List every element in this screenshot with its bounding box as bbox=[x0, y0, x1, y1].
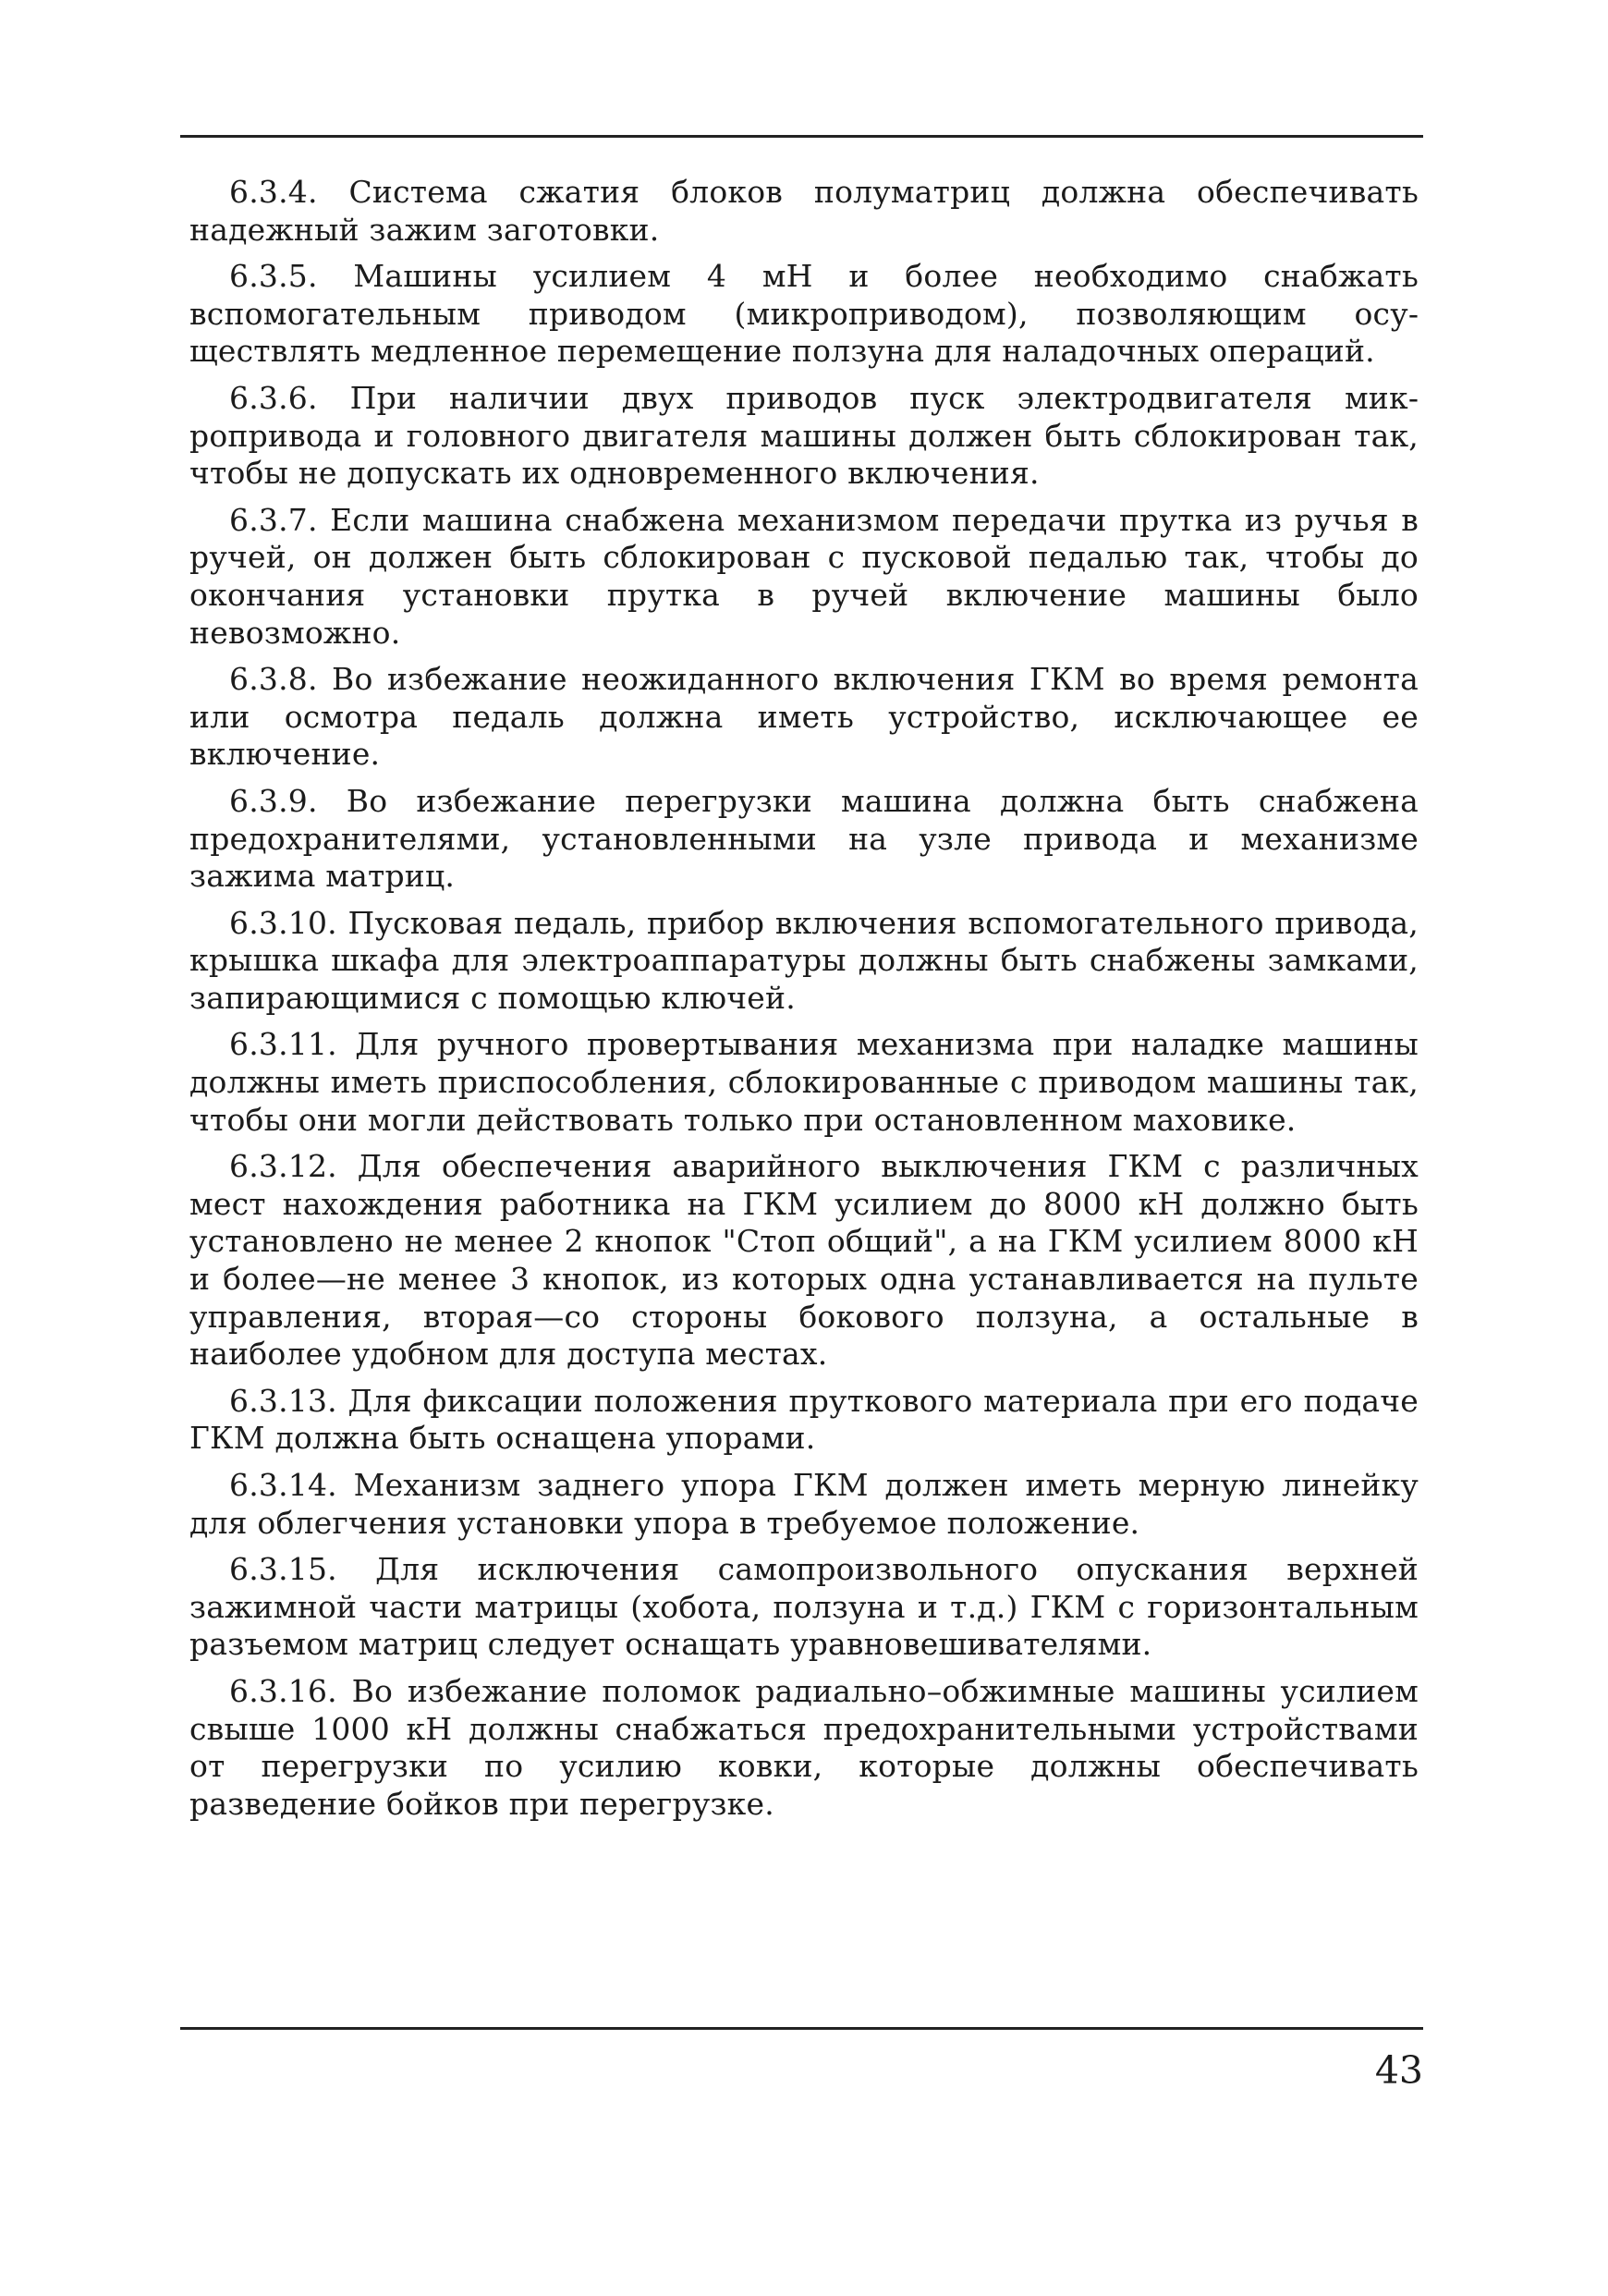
footer-rule bbox=[180, 2027, 1423, 2030]
paragraph-6-3-14: 6.3.14. Механизм заднего упора ГКМ должен иметь мерную линейку для облегчения установки упора в требуемое положение. bbox=[189, 1467, 1419, 1541]
paragraph-6-3-12: 6.3.12. Для обеспечения аварийного выключения ГКМ с различных мест нахождения работника на ГКМ усилием до 8000 кН должно быть установлено не менее 2 кнопок "Стоп общий", а на ГКМ усилием 8000 кН и более—не менее 3 кнопок, из которых одна устанавливается на пульте управления, вторая—со стороны бокового ползуна, а остальные в наиболее удобном для доступа местах. bbox=[189, 1148, 1419, 1373]
paragraph-6-3-4: 6.3.4. Система сжатия блоков полуматриц должна обеспечивать надежный зажим заготовки. bbox=[189, 174, 1419, 248]
paragraph-6-3-7: 6.3.7. Если машина снабжена механизмом передачи прутка из ручья в ручей, он должен быть сблокирован с пусковой педалью так, чтобы до окончания установки прутка в ручей включение машины было невозможно. bbox=[189, 501, 1419, 651]
paragraph-6-3-8: 6.3.8. Во избежание неожиданного включения ГКМ во время ремонта или осмотра педаль должна иметь устройство, исключающее ее включение. bbox=[189, 661, 1419, 773]
paragraph-6-3-10: 6.3.10. Пусковая педаль, прибор включения вспомогательного привода, крышка шкафа для электроаппаратуры должны быть снабжены замками, запирающимися с помощью ключей. bbox=[189, 904, 1419, 1016]
paragraph-6-3-16: 6.3.16. Во избежание поломок радиально–обжимные машины усилием свыше 1000 кН должны снабжаться предохранительными устройствами от перегрузки по усилию ковки, которые должны обеспечивать разведение бойков при перегрузке. bbox=[189, 1672, 1419, 1822]
paragraph-6-3-15: 6.3.15. Для исключения самопроизвольного опускания верхней зажимной части матрицы (хобота, ползуна и т.д.) ГКМ с горизонтальным разъемом матриц следует оснащать уравновешивателями. bbox=[189, 1551, 1419, 1663]
paragraph-6-3-9: 6.3.9. Во избежание перегрузки машина должна быть снабжена предохранителями, установленными на узле привода и механизме зажима матриц. bbox=[189, 782, 1419, 895]
paragraph-6-3-5: 6.3.5. Машины усилием 4 мН и более необходимо снабжать вспомогательным приводом (микроприводом), позволяющим осуществлять медленное перемещение ползуна для наладочных операций. bbox=[189, 258, 1419, 370]
page-number: 43 bbox=[1374, 2048, 1423, 2093]
header-rule bbox=[180, 135, 1423, 138]
paragraph-6-3-11: 6.3.11. Для ручного провертывания механизма при наладке машины должны иметь приспособления, сблокированные с приводом машины так, чтобы они могли действовать только при остановленном маховике. bbox=[189, 1026, 1419, 1138]
paragraph-6-3-6: 6.3.6. При наличии двух приводов пуск электродвигателя микропривода и головного двигателя машины должен быть сблокирован так, чтобы не допускать их одновременного включения. bbox=[189, 379, 1419, 492]
document-body bbox=[189, 174, 1419, 1832]
paragraph-6-3-13: 6.3.13. Для фиксации положения пруткового материала при его подаче ГКМ должна быть оснащена упорами. bbox=[189, 1382, 1419, 1457]
